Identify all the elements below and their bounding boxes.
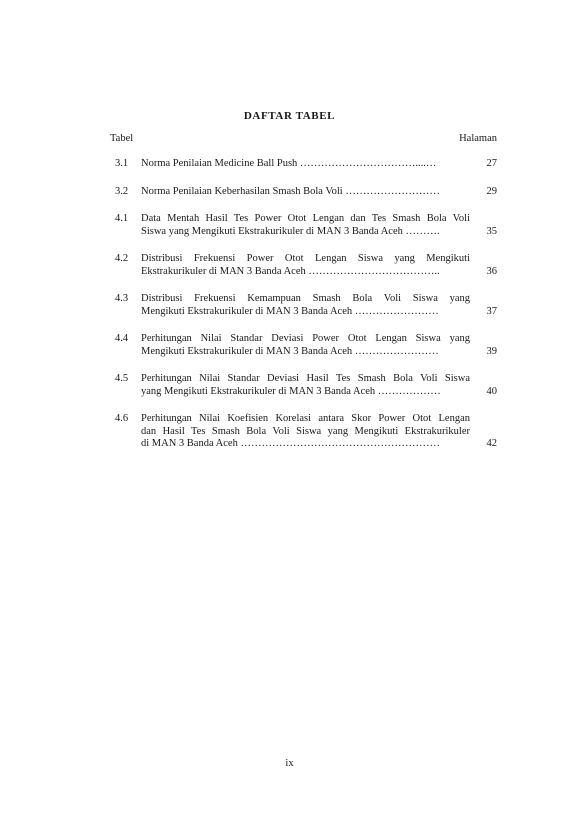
entry-title-line: yang Mengikuti Ekstrakurikuler di MAN 3 Banda Aceh ……………… bbox=[141, 385, 441, 397]
page-number: ix bbox=[285, 758, 294, 769]
list-item[interactable] bbox=[115, 333, 497, 358]
entry-title-line: Distribusi Frekuensi Power Otot Lengan Siswa yang Mengikuti bbox=[141, 253, 470, 264]
entry-title-line: Data Mentah Hasil Tes Power Otot Lengan dan Tes Smash Bola Voli bbox=[141, 213, 470, 224]
entry-page-number: 42 bbox=[486, 438, 497, 449]
list-item[interactable] bbox=[115, 158, 497, 171]
entry-title-line: Mengikuti Ekstrakurikuler di MAN 3 Banda Aceh …………………… bbox=[141, 345, 439, 357]
entry-title bbox=[141, 253, 470, 278]
entry-number: 4.5 bbox=[115, 373, 129, 384]
entry-title-line: di MAN 3 Banda Aceh ………………………………………………… bbox=[141, 438, 440, 449]
entry-title bbox=[141, 413, 470, 451]
entry-page-number: 29 bbox=[486, 185, 497, 197]
entry-title-line: Perhitungan Nilai Standar Deviasi Power Otot Lengan Siswa yang bbox=[141, 333, 470, 344]
table-of-tables bbox=[115, 158, 497, 466]
page-title: DAFTAR TABEL bbox=[243, 110, 336, 122]
list-item[interactable] bbox=[115, 373, 497, 398]
entry-title bbox=[141, 293, 470, 318]
list-item[interactable] bbox=[115, 293, 497, 318]
entry-title-line: dan Hasil Tes Smash Bola Voli Siswa yang Mengikuti Ekstrakurikuler bbox=[141, 425, 470, 437]
entry-title-line: Mengikuti Ekstrakurikuler di MAN 3 Banda Aceh …………………… bbox=[141, 305, 439, 317]
entry-title-line: Distribusi Frekuensi Kemampuan Smash Bola Voli Siswa yang bbox=[141, 293, 470, 304]
entry-number: 4.4 bbox=[115, 333, 129, 344]
entry-title bbox=[141, 186, 470, 199]
entry-title bbox=[141, 213, 470, 238]
entry-number: 4.1 bbox=[115, 213, 129, 224]
entry-number: 4.6 bbox=[115, 413, 129, 424]
entry-page-number: 35 bbox=[486, 225, 497, 237]
entry-page-number: 36 bbox=[486, 265, 497, 277]
entry-page-number: 40 bbox=[486, 385, 497, 397]
entry-title-line: Perhitungan Nilai Standar Deviasi Hasil Tes Smash Bola Voli Siswa bbox=[141, 373, 470, 384]
entry-title bbox=[141, 333, 470, 358]
list-item[interactable] bbox=[115, 186, 497, 199]
column-headers bbox=[110, 133, 497, 147]
entry-page-number: 27 bbox=[486, 158, 497, 169]
entry-title-line: Ekstrakurikuler di MAN 3 Banda Aceh ……………………………….. bbox=[141, 265, 440, 277]
list-item[interactable] bbox=[115, 413, 497, 451]
entry-page-number: 37 bbox=[486, 305, 497, 317]
entry-number: 4.3 bbox=[115, 293, 129, 304]
list-item[interactable] bbox=[115, 213, 497, 238]
entry-page-number: 39 bbox=[486, 345, 497, 357]
entry-number: 4.2 bbox=[115, 253, 129, 264]
entry-title-line: Norma Penilaian Medicine Ball Push ……………………………....… bbox=[141, 158, 437, 169]
list-item[interactable] bbox=[115, 253, 497, 278]
entry-number: 3.1 bbox=[115, 158, 129, 169]
entry-title-line: Norma Penilaian Keberhasilan Smash Bola Voli ……………………… bbox=[141, 185, 440, 197]
entry-title-line: Siswa yang Mengikuti Ekstrakurikuler di MAN 3 Banda Aceh ………. bbox=[141, 225, 440, 237]
entry-title bbox=[141, 373, 470, 398]
column-header-tabel: Tabel bbox=[110, 133, 134, 144]
entry-number: 3.2 bbox=[115, 185, 129, 197]
entry-title-line: Perhitungan Nilai Koefisien Korelasi antara Skor Power Otot Lengan bbox=[141, 413, 470, 424]
entry-title bbox=[141, 158, 470, 171]
column-header-halaman: Halaman bbox=[459, 133, 497, 144]
